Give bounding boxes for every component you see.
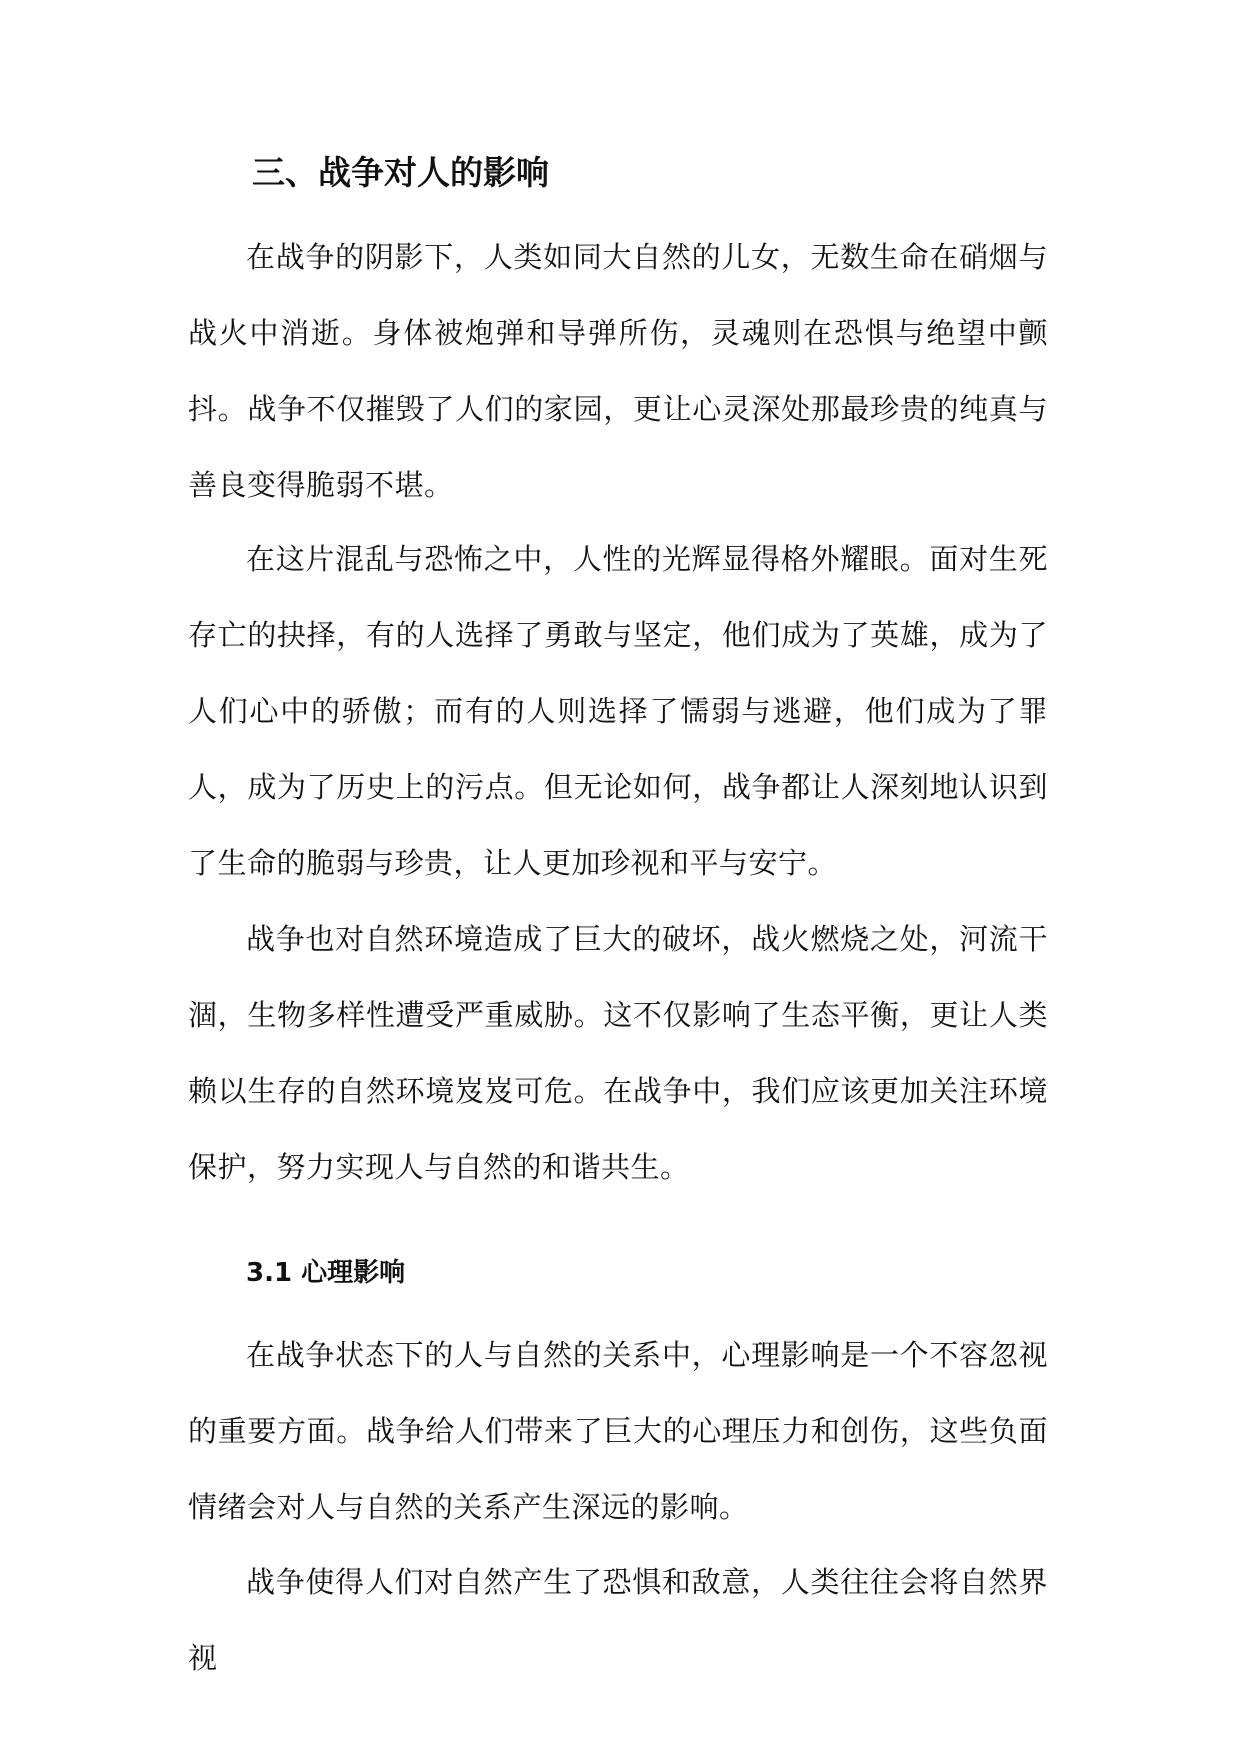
body-paragraph: 战争也对自然环境造成了巨大的破坏，战火燃烧之处，河流干涸，生物多样性遭受严重威胁。这不仅影响了生态平衡，更让人类赖以生存的自然环境岌岌可危。在战争中，我们应该更加关注环境保护，努力实现人与自然的和谐共生。 [188,922,1048,1184]
body-paragraph: 在这片混乱与恐怖之中，人性的光辉显得格外耀眼。面对生死存亡的抉择，有的人选择了勇敢与坚定，他们成为了英雄，成为了人们心中的骄傲；而有的人则选择了懦弱与逃避，他们成为了罪人，成为了历史上的污点。但无论如何，战争都让人深刻地认识到了生命的脆弱与珍贵，让人更加珍视和平与安宁。 [188,542,1048,880]
body-paragraph: 战争使得人们对自然产生了恐惧和敌意，人类往往会将自然界视 [188,1565,1048,1675]
body-paragraph: 在战争状态下的人与自然的关系中，心理影响是一个不容忽视的重要方面。战争给人们带来了巨大的心理压力和创伤，这些负面情绪会对人与自然的关系产生深远的影响。 [188,1338,1048,1524]
subsection-heading: 3.1 心理影响 [246,1258,406,1288]
section-heading: 三、战争对人的影响 [252,153,549,192]
body-paragraph: 在战争的阴影下，人类如同大自然的儿女，无数生命在硝烟与战火中消逝。身体被炮弹和导弹所伤，灵魂则在恐惧与绝望中颤抖。战争不仅摧毁了人们的家园，更让心灵深处那最珍贵的纯真与善良变得脆弱不堪。 [188,240,1048,502]
